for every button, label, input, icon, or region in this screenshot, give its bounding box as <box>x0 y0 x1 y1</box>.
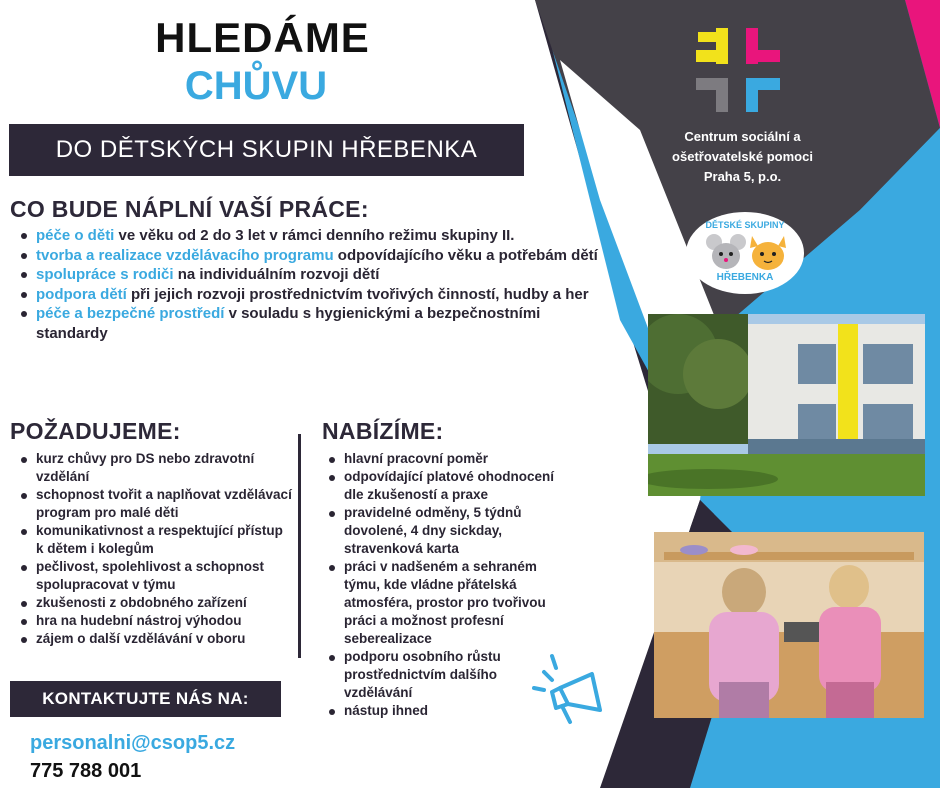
duties-heading: CO BUDE NÁPLNÍ VAŠÍ PRÁCE: <box>10 196 369 222</box>
contact-email-link[interactable]: personalni@csop5.cz <box>30 732 236 754</box>
item-text: odpovídajícího věku a potřebám dětí <box>333 246 598 264</box>
list-item <box>14 246 614 266</box>
mouse-cat-icon <box>700 232 790 272</box>
highlight-text: tvorba a realizace vzdělávacího programu <box>36 246 334 264</box>
list-item: komunikativnost a respektující přístup k dětem i kolegům <box>14 522 294 558</box>
list-item: zkušenosti z obdobného zařízení <box>14 594 294 612</box>
highlight-text: péče o děti <box>36 227 115 244</box>
page-subtitle: CHŮVU <box>184 64 328 108</box>
building-photo <box>648 314 925 496</box>
hrebenka-badge <box>686 212 804 294</box>
item-text: na individuálním rozvoji dětí <box>173 266 380 283</box>
highlight-text: spolupráce s rodiči <box>36 266 174 283</box>
badge-bottom-text: HŘEBENKA <box>716 272 774 283</box>
list-item <box>14 226 614 246</box>
org-line: ošetřovatelské pomoci <box>672 149 813 164</box>
list-item: práci v nadšeném a sehraném týmu, kde vládne přátelská atmosféra, prostor pro tvořivou práci a možnost profesní seberealizace <box>322 558 562 648</box>
list-item: kurz chůvy pro DS nebo zdravotní vzdělání <box>14 450 294 486</box>
org-line: Praha 5, p.o. <box>703 169 782 184</box>
list-item: odpovídající platové ohodnocení dle zkušeností a praxe <box>322 468 562 504</box>
org-line: Centrum sociální a <box>684 129 801 144</box>
item-text: ve věku od 2 do 3 let v rámci denního režimu skupiny II. <box>114 227 515 244</box>
list-item: hlavní pracovní poměr <box>322 450 562 468</box>
list-item <box>14 285 614 305</box>
cross-blocks-logo-icon <box>696 28 782 114</box>
item-text: při jejich rozvoji prostřednictvím tvořivých činností, hudby a her <box>126 285 589 303</box>
title-banner: DO DĚTSKÝCH SKUPIN HŘEBENKA <box>9 124 524 176</box>
contact-phone-link[interactable]: 775 788 001 <box>30 760 142 782</box>
page-title: HLEDÁME <box>155 14 370 61</box>
list-item: zájem o další vzdělávání v oboru <box>14 630 294 648</box>
organization-name <box>640 127 845 187</box>
badge-top-text: DĚTSKÉ SKUPINY <box>705 220 785 230</box>
list-item: pravidelné odměny, 5 týdnů dovolené, 4 dny sickday, stravenková karta <box>322 504 562 558</box>
list-item <box>14 304 614 343</box>
highlight-text: podpora dětí <box>36 285 127 303</box>
megaphone-icon <box>530 652 610 732</box>
list-item <box>14 265 614 285</box>
list-item: podporu osobního růstu prostřednictvím dalšího vzdělávání <box>322 648 562 702</box>
list-item: hra na hudební nástroj výhodou <box>14 612 294 630</box>
duties-list <box>14 226 614 343</box>
list-item: nástup ihned <box>322 702 562 720</box>
list-item: schopnost tvořit a naplňovat vzdělávací program pro malé děti <box>14 486 294 522</box>
offers-list <box>322 450 562 720</box>
requirements-list <box>14 450 294 648</box>
column-divider <box>298 434 301 658</box>
item-text: v souladu s hygienickými a bezpečnostními standardy <box>36 305 541 342</box>
offers-heading: NABÍZÍME: <box>322 418 444 444</box>
contact-heading: KONTAKTUJTE NÁS NA: <box>10 681 281 717</box>
children-photo <box>654 532 924 718</box>
list-item: pečlivost, spolehlivost a schopnost spolupracovat v týmu <box>14 558 294 594</box>
requirements-heading: POŽADUJEME: <box>10 418 181 444</box>
highlight-text: péče a bezpečné prostředí <box>36 305 225 322</box>
